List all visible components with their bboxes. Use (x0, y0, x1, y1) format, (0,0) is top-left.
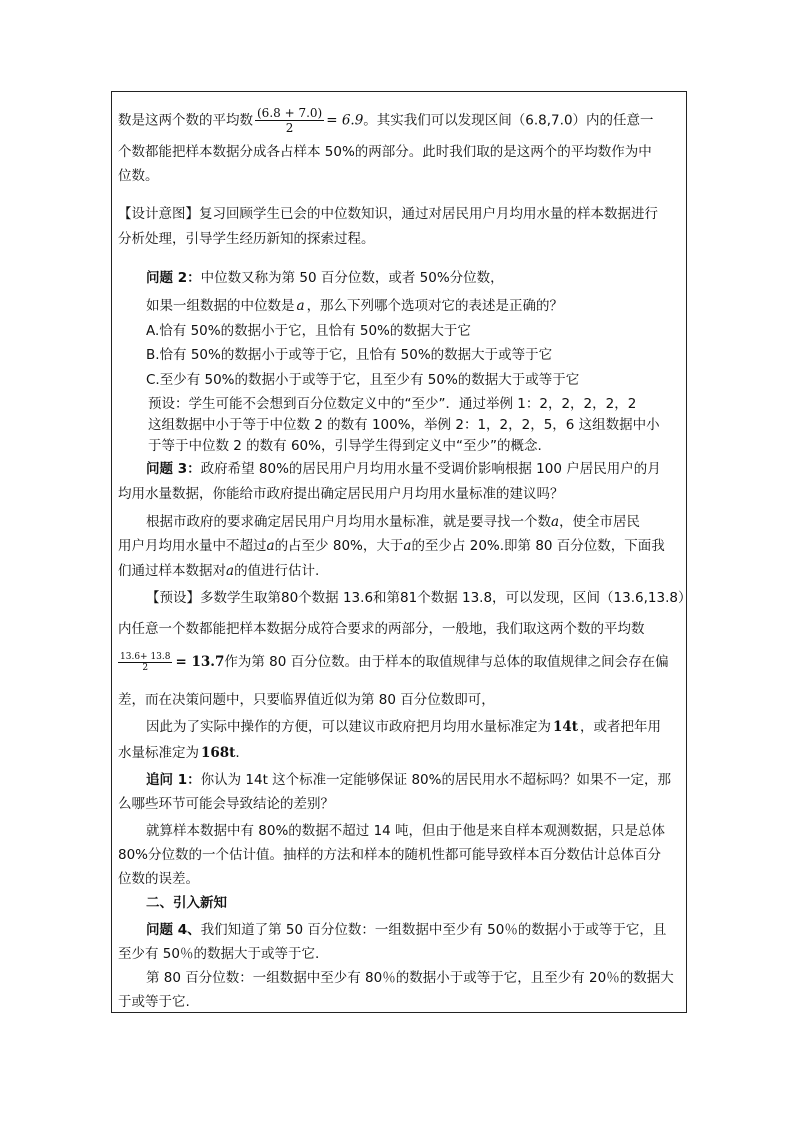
text: 因此为了实际中操作的方便，可以建议市政府把月均用水量标准定为 (146, 719, 551, 735)
text: 的至少占 20%.即第 80 百分位数，下面我 (411, 538, 665, 554)
variable-a: a (551, 514, 560, 530)
preset-paragraph-line (118, 649, 669, 675)
question-label: 问题 2： (146, 270, 201, 286)
text: 中位数又称为第 50 百分位数，或者 50%分位数， (200, 270, 504, 286)
value-14t: 14t (553, 719, 579, 735)
math-equals: = 13.7 (175, 654, 225, 670)
question-4-line: 于或等于它. (118, 994, 190, 1010)
text: 的占至少 80%，大于 (274, 538, 404, 554)
variable-a: a (296, 298, 305, 314)
text: . (235, 745, 240, 761)
paragraph-line: 个数都能把样本数据分成各占样本 50%的两部分。此时我们取的是这两个的平均数作为中 (118, 144, 652, 160)
fraction (118, 652, 172, 673)
preset-paragraph-line (118, 744, 240, 762)
paragraph-line (118, 106, 654, 135)
text: 。其实我们可以发现区间（6.8,7.0）内的任意一 (363, 112, 654, 129)
fraction (255, 106, 324, 135)
question-4-line: 第 80 百分位数：一组数据中至少有 80％的数据小于或等于它，且至少有 20％的数据大 (146, 970, 674, 986)
text: ，那么下列哪个选项对它的表述是正确的？ (306, 298, 564, 314)
text: 的值进行估计. (234, 563, 320, 579)
variable-a: a (266, 538, 275, 554)
option-a: A.恰有 50%的数据小于它，且恰有 50%的数据大于它 (146, 323, 471, 339)
text: 根据市政府的要求确定居民用户月均用水量标准，就是要寻找一个数 (146, 514, 551, 530)
question-4-line (146, 921, 666, 939)
question-label: 追问 1： (146, 772, 201, 788)
preset-line: 预设：学生可能不会想到百分位数定义中的“至少”．通过举例 1：2，2，2，2，2 (148, 396, 637, 412)
answer-line (118, 537, 665, 555)
follow-up-answer-line: 位数的误差。 (118, 871, 199, 887)
preset-line: 这组数据中小于等于中位数 2 的数有 100%，举例 2：1，2，2，5，6 这组数据中小 (148, 417, 660, 433)
section-heading (146, 894, 227, 912)
follow-up-line (146, 771, 671, 789)
question-4-line: 至少有 50％的数据大于或等于它. (118, 946, 320, 962)
question-3-line (146, 460, 661, 478)
text: 你认为 14t 这个标准一定能够保证 80%的居民用水不超标吗？如果不一定，那 (200, 772, 671, 788)
text: 水量标准定为 (118, 745, 199, 761)
paragraph-line: 位数。 (118, 168, 159, 184)
question-label: 问题 3： (146, 461, 201, 477)
fraction-numerator: (6.8 + 7.0) (257, 106, 323, 120)
question-2-line (146, 269, 504, 287)
question-2-line (146, 297, 563, 315)
fraction-denominator: 2 (142, 662, 149, 673)
text: 政府希望 80%的居民用户月均用水量不受调价影响根据 100 户居民用户的月 (200, 461, 661, 477)
fraction-denominator: 2 (285, 121, 294, 135)
question-label: 问题 4、 (146, 922, 201, 938)
text: 作为第 80 百分位数。由于样本的取值规律与总体的取值规律之间会存在偏 (224, 654, 669, 670)
preset-paragraph-line: 差，而在决策问题中，只要临界值近似为第 80 百分位数即可， (118, 692, 495, 708)
text: 数是这两个数的平均数 (118, 112, 253, 129)
preset-line: 于等于中位数 2 的数有 60%，引导学生得到定义中“至少”的概念. (148, 438, 542, 454)
option-c: C.至少有 50%的数据小于或等于它，且至少有 50%的数据大于或等于它 (146, 372, 580, 388)
text: ，或者把年用 (580, 719, 662, 735)
variable-a: a (403, 538, 412, 554)
text: ，使全市居民 (559, 514, 641, 530)
answer-line (118, 562, 319, 580)
preset-paragraph-line (146, 718, 661, 736)
follow-up-answer-line: 就算样本数据中有 80%的数据不超过 14 吨，但由于他是来自样本观测数据，只是总体 (146, 823, 666, 839)
fraction-numerator: 13.6+ 13.8 (120, 651, 171, 662)
follow-up-answer-line: 80%分位数的一个估计值。抽样的方法和样本的随机性都可能导致样本百分数估计总体百分 (118, 847, 662, 863)
preset-paragraph-line: 【预设】多数学生取第80个数据 13.6和第81个数据 13.8，可以发现，区间（13.6,13.8） (146, 590, 692, 606)
text: 们通过样本数据对 (118, 563, 226, 579)
question-3-line: 均用水量数据，你能给市政府提出确定居民用户月均用水量标准的建议吗？ (118, 486, 564, 502)
option-b: B.恰有 50%的数据小于或等于它，且恰有 50%的数据大于或等于它 (146, 347, 553, 363)
heading-text: 二、引入新知 (146, 895, 227, 911)
answer-line (146, 513, 640, 531)
variable-a: a (226, 563, 235, 579)
value-168t: 168t (201, 745, 236, 761)
follow-up-line: 么哪些环节可能会导致结论的差别？ (118, 796, 334, 812)
design-intent-line: 分析处理，引导学生经历新知的探索过程。 (118, 231, 375, 247)
design-intent-line: 【设计意图】复习回顾学生已会的中位数知识，通过对居民用户月均用水量的样本数据进行 (118, 206, 658, 222)
preset-paragraph-line: 内任意一个数都能把样本数据分成符合要求的两部分，一般地，我们取这两个数的平均数 (118, 621, 645, 637)
text: 用户月均用水量中不超过 (118, 538, 267, 554)
text: 我们知道了第 50 百分位数：一组数据中至少有 50％的数据小于或等于它，且 (200, 922, 667, 938)
math-equals: = 6.9 (326, 112, 364, 129)
text: 如果一组数据的中位数是 (146, 298, 295, 314)
